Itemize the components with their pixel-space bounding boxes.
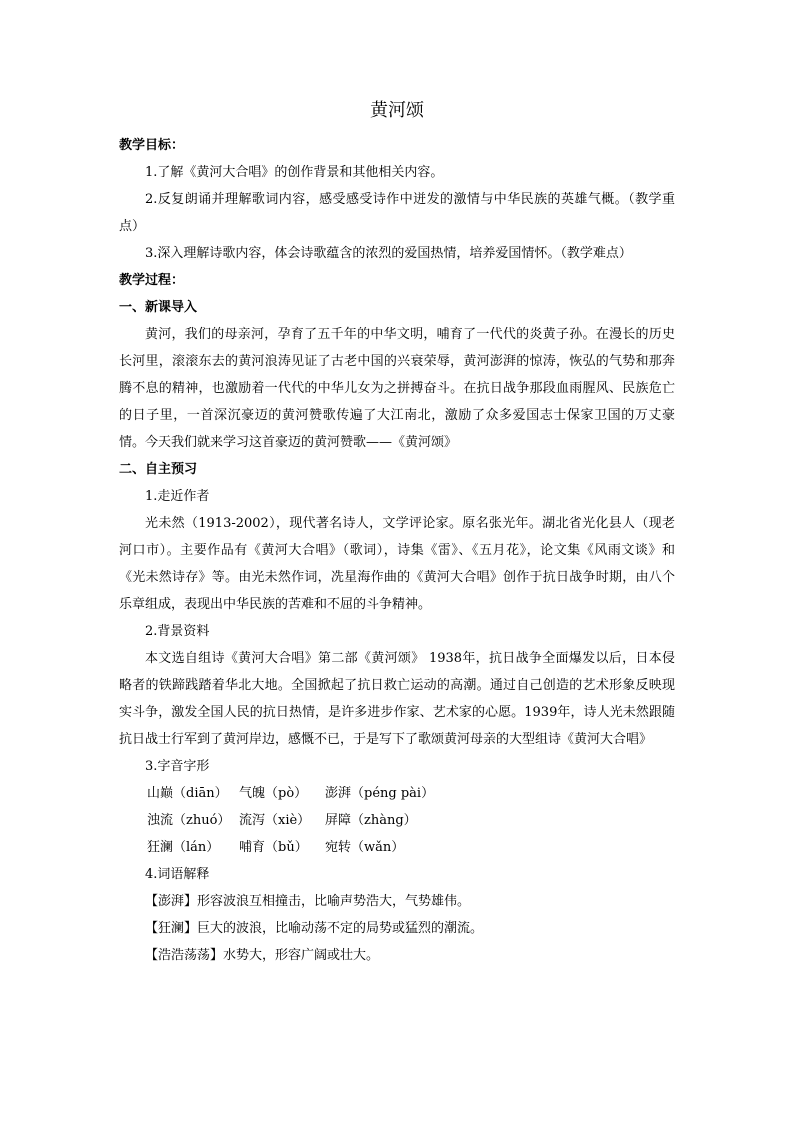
pinyin-item: 澎湃（péng pài） xyxy=(325,786,435,801)
vocab-item: 【澎湃】形容波浪互相撞击，比喻声势浩大，气势雄伟。 xyxy=(145,894,471,909)
goal-item-3: 3.深入理解诗歌内容，体会诗歌蕴含的浓烈的爱国热情，培养爱国情怀。（教学难点） xyxy=(145,246,632,261)
section1-text: 黄河，我们的母亲河，孕育了五千年的中华文明，哺育了一代代的炎黄子孙。在漫长的历史长河里，滚滚东去的黄河浪涛见证了古老中国的兴衰荣辱，黄河澎湃的惊涛，恢弘的气势和那奔腾不息的精神，也激励着一代代的中华儿女为之拼搏奋斗。在抗日战争那段血雨腥风、民族危亡的日子里，一首深沉豪迈的黄河赞歌传遍了大江南北，激励了众多爱国志士保家卫国的万丈豪情。今天我们就来学习这首豪迈的黄河赞歌——《黄河颂》 xyxy=(119,327,675,450)
pinyin-item: 哺育（bǔ） xyxy=(239,840,308,855)
goal-item-1: 1.了解《黄河大合唱》的创作背景和其他相关内容。 xyxy=(145,165,444,180)
pinyin-row xyxy=(119,780,675,807)
sub1-heading: 1.走近作者 xyxy=(145,489,210,504)
goals-heading: 教学目标： xyxy=(119,138,185,153)
goal-item-2: 2.反复朗诵并理解歌词内容，感受感受诗作中迸发的激情与中华民族的英雄气概。（教学重点） xyxy=(119,192,675,234)
pinyin-item: 流泻（xiè） xyxy=(239,813,311,828)
page-title: 黄河颂 xyxy=(370,100,424,121)
pinyin-item: 宛转（wǎn） xyxy=(325,840,405,855)
pinyin-item: 气魄（pò） xyxy=(239,786,308,801)
sub2-text: 本文选自组诗《黄河大合唱》第二部《黄河颂》 1938年，抗日战争全面爆发以后，日本侵略者的铁蹄践踏着华北大地。全国掀起了抗日救亡运动的高潮。通过自己创造的艺术形象反映现实斗争，激发全国人民的抗日热情，是许多进步作家、艺术家的心愿。1939年，诗人光未然跟随抗日战士行军到了黄河岸边，感慨不已，于是写下了歌颂黄河母亲的大型组诗《黄河大合唱》 xyxy=(119,651,675,747)
section2-heading: 二、自主预习 xyxy=(119,462,198,477)
pinyin-item: 浊流（zhuó） xyxy=(147,813,231,828)
pinyin-item: 山巅（diān） xyxy=(147,786,228,801)
pinyin-row xyxy=(119,807,675,834)
sub2-heading: 2.背景资料 xyxy=(145,624,210,639)
sub3-heading: 3.字音字形 xyxy=(145,759,210,774)
vocab-item: 【浩浩荡荡】水势大，形容广阔或壮大。 xyxy=(145,948,380,963)
process-heading: 教学过程： xyxy=(119,273,185,288)
section1-heading: 一、新课导入 xyxy=(119,300,198,315)
pinyin-item: 狂澜（lán） xyxy=(147,840,220,855)
pinyin-item: 屏障（zhàng） xyxy=(325,813,417,828)
sub4-heading: 4.词语解释 xyxy=(145,867,210,882)
sub1-text: 光未然（1913-2002），现代著名诗人，文学评论家。原名张光年。湖北省光化县人（现老河口市）。主要作品有《黄河大合唱》（歌词），诗集《雷》、《五月花》，论文集《风雨文谈》和《光未然诗存》等。由光未然作词，冼星海作曲的《黄河大合唱》创作于抗日战争时期，由八个乐章组成，表现出中华民族的苦难和不屈的斗争精神。 xyxy=(119,516,675,612)
vocab-item: 【狂澜】巨大的波浪，比喻动荡不定的局势或猛烈的潮流。 xyxy=(145,921,484,936)
document-body xyxy=(119,98,675,969)
pinyin-row xyxy=(119,834,675,861)
